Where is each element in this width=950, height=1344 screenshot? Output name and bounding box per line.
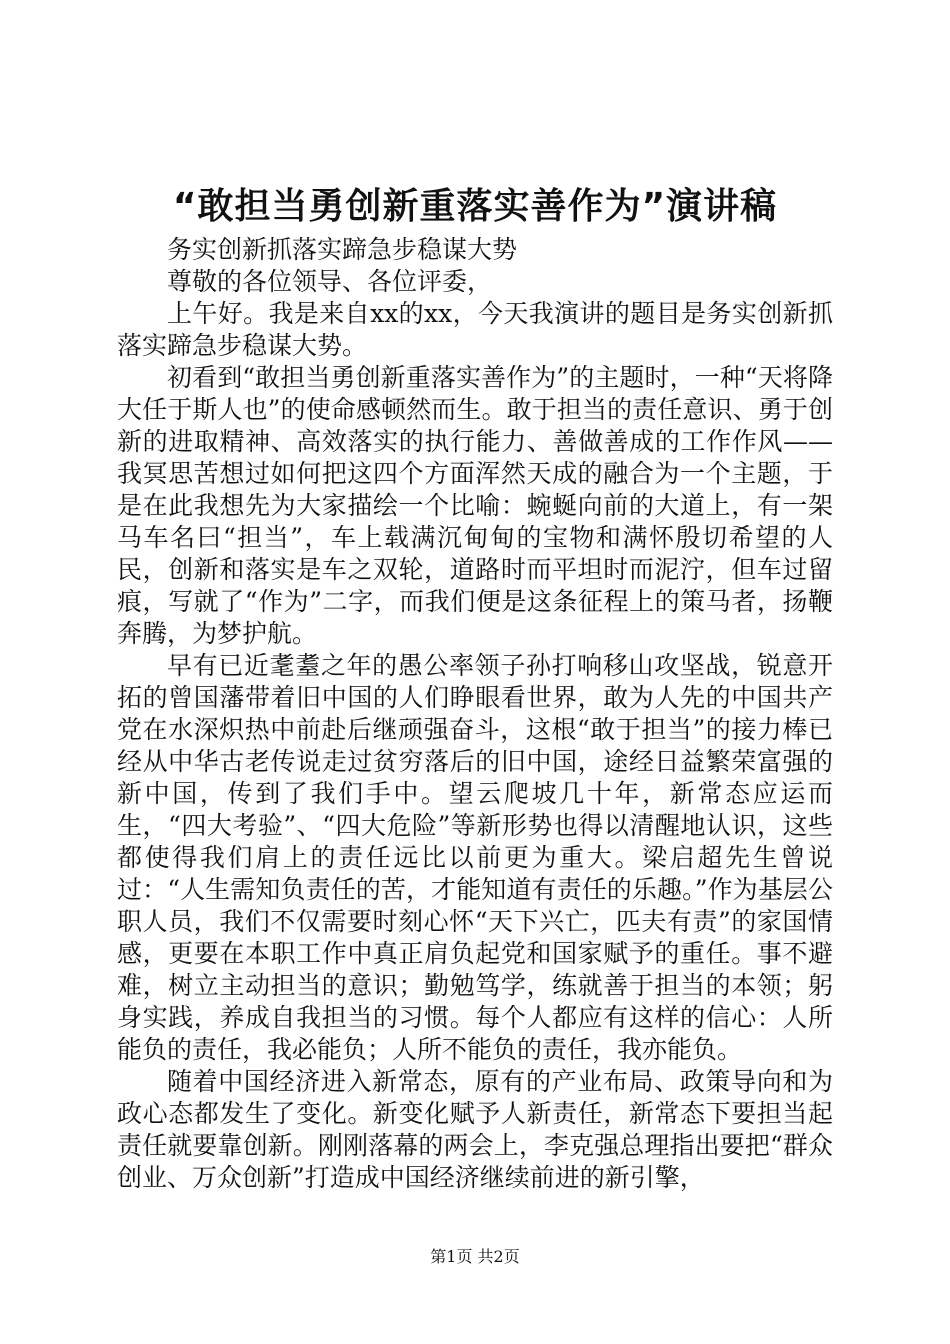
paragraph-body: 早有已近耄耋之年的愚公率领子孙打响移山攻坚战，锐意开拓的曾国藩带着旧中国的人们睁眼看世界，敢为人先的中国共产党在水深炽热中前赴后继顽强奋斗，这根“敢于担当”的接力棒已经从中华古老传说走过贫穷落后的旧中国，途经日益繁荣富强的新中国，传到了我们手中。望云爬坡几十年，新常态应运而生，“四大考验”、“四大危险”等新形势也得以清醒地认识，这些都使得我们肩上的责任远比以前更为重大。梁启超先生曾说过：“人生需知负责任的苦，才能知道有责任的乐趣。”作为基层公职人员，我们不仅需要时刻心怀“天下兴亡，匹夫有责”的家国情感，更要在本职工作中真正肩负起党和国家赋予的重任。事不避难，树立主动担当的意识；勤勉笃学，练就善于担当的本领；躬身实践，养成自我担当的习惯。每个人都应有这样的信心：人所能负的责任，我必能负；人所不能负的责任，我亦能负。 xyxy=(117,651,833,1064)
paragraph-greeting: 上午好。我是来自xx的xx，今天我演讲的题目是务实创新抓落实蹄急步稳谋大势。 xyxy=(117,299,833,360)
document-body xyxy=(117,234,833,1194)
paragraph-subtitle: 务实创新抓落实蹄急步稳谋大势 xyxy=(167,235,518,264)
paragraph-body: 随着中国经济进入新常态，原有的产业布局、政策导向和为政心态都发生了变化。新变化赋予人新责任，新常态下要担当起责任就要靠创新。刚刚落幕的两会上，李克强总理指出要把“群众创业、万众创新”打造成中国经济继续前进的新引擎， xyxy=(117,1067,833,1192)
paragraph-body: 初看到“敢担当勇创新重落实善作为”的主题时，一种“天将降大任于斯人也”的使命感顿然而生。敢于担当的责任意识、勇于创新的进取精神、高效落实的执行能力、善做善成的工作作风——我冥思苦想过如何把这四个方面浑然天成的融合为一个主题，于是在此我想先为大家描绘一个比喻：蜿蜒向前的大道上，有一架马车名曰“担当”，车上载满沉甸甸的宝物和满怀殷切希望的人民，创新和落实是车之双轮，道路时而平坦时而泥泞，但车过留痕，写就了“作为”二字，而我们便是这条征程上的策马者，扬鞭奔腾，为梦护航。 xyxy=(117,363,833,648)
document-title: “敢担当勇创新重落实善作为”演讲稿 xyxy=(172,186,778,227)
page-number: 第1页 共2页 xyxy=(430,1247,520,1266)
paragraph-salutation: 尊敬的各位领导、各位评委， xyxy=(167,267,493,296)
